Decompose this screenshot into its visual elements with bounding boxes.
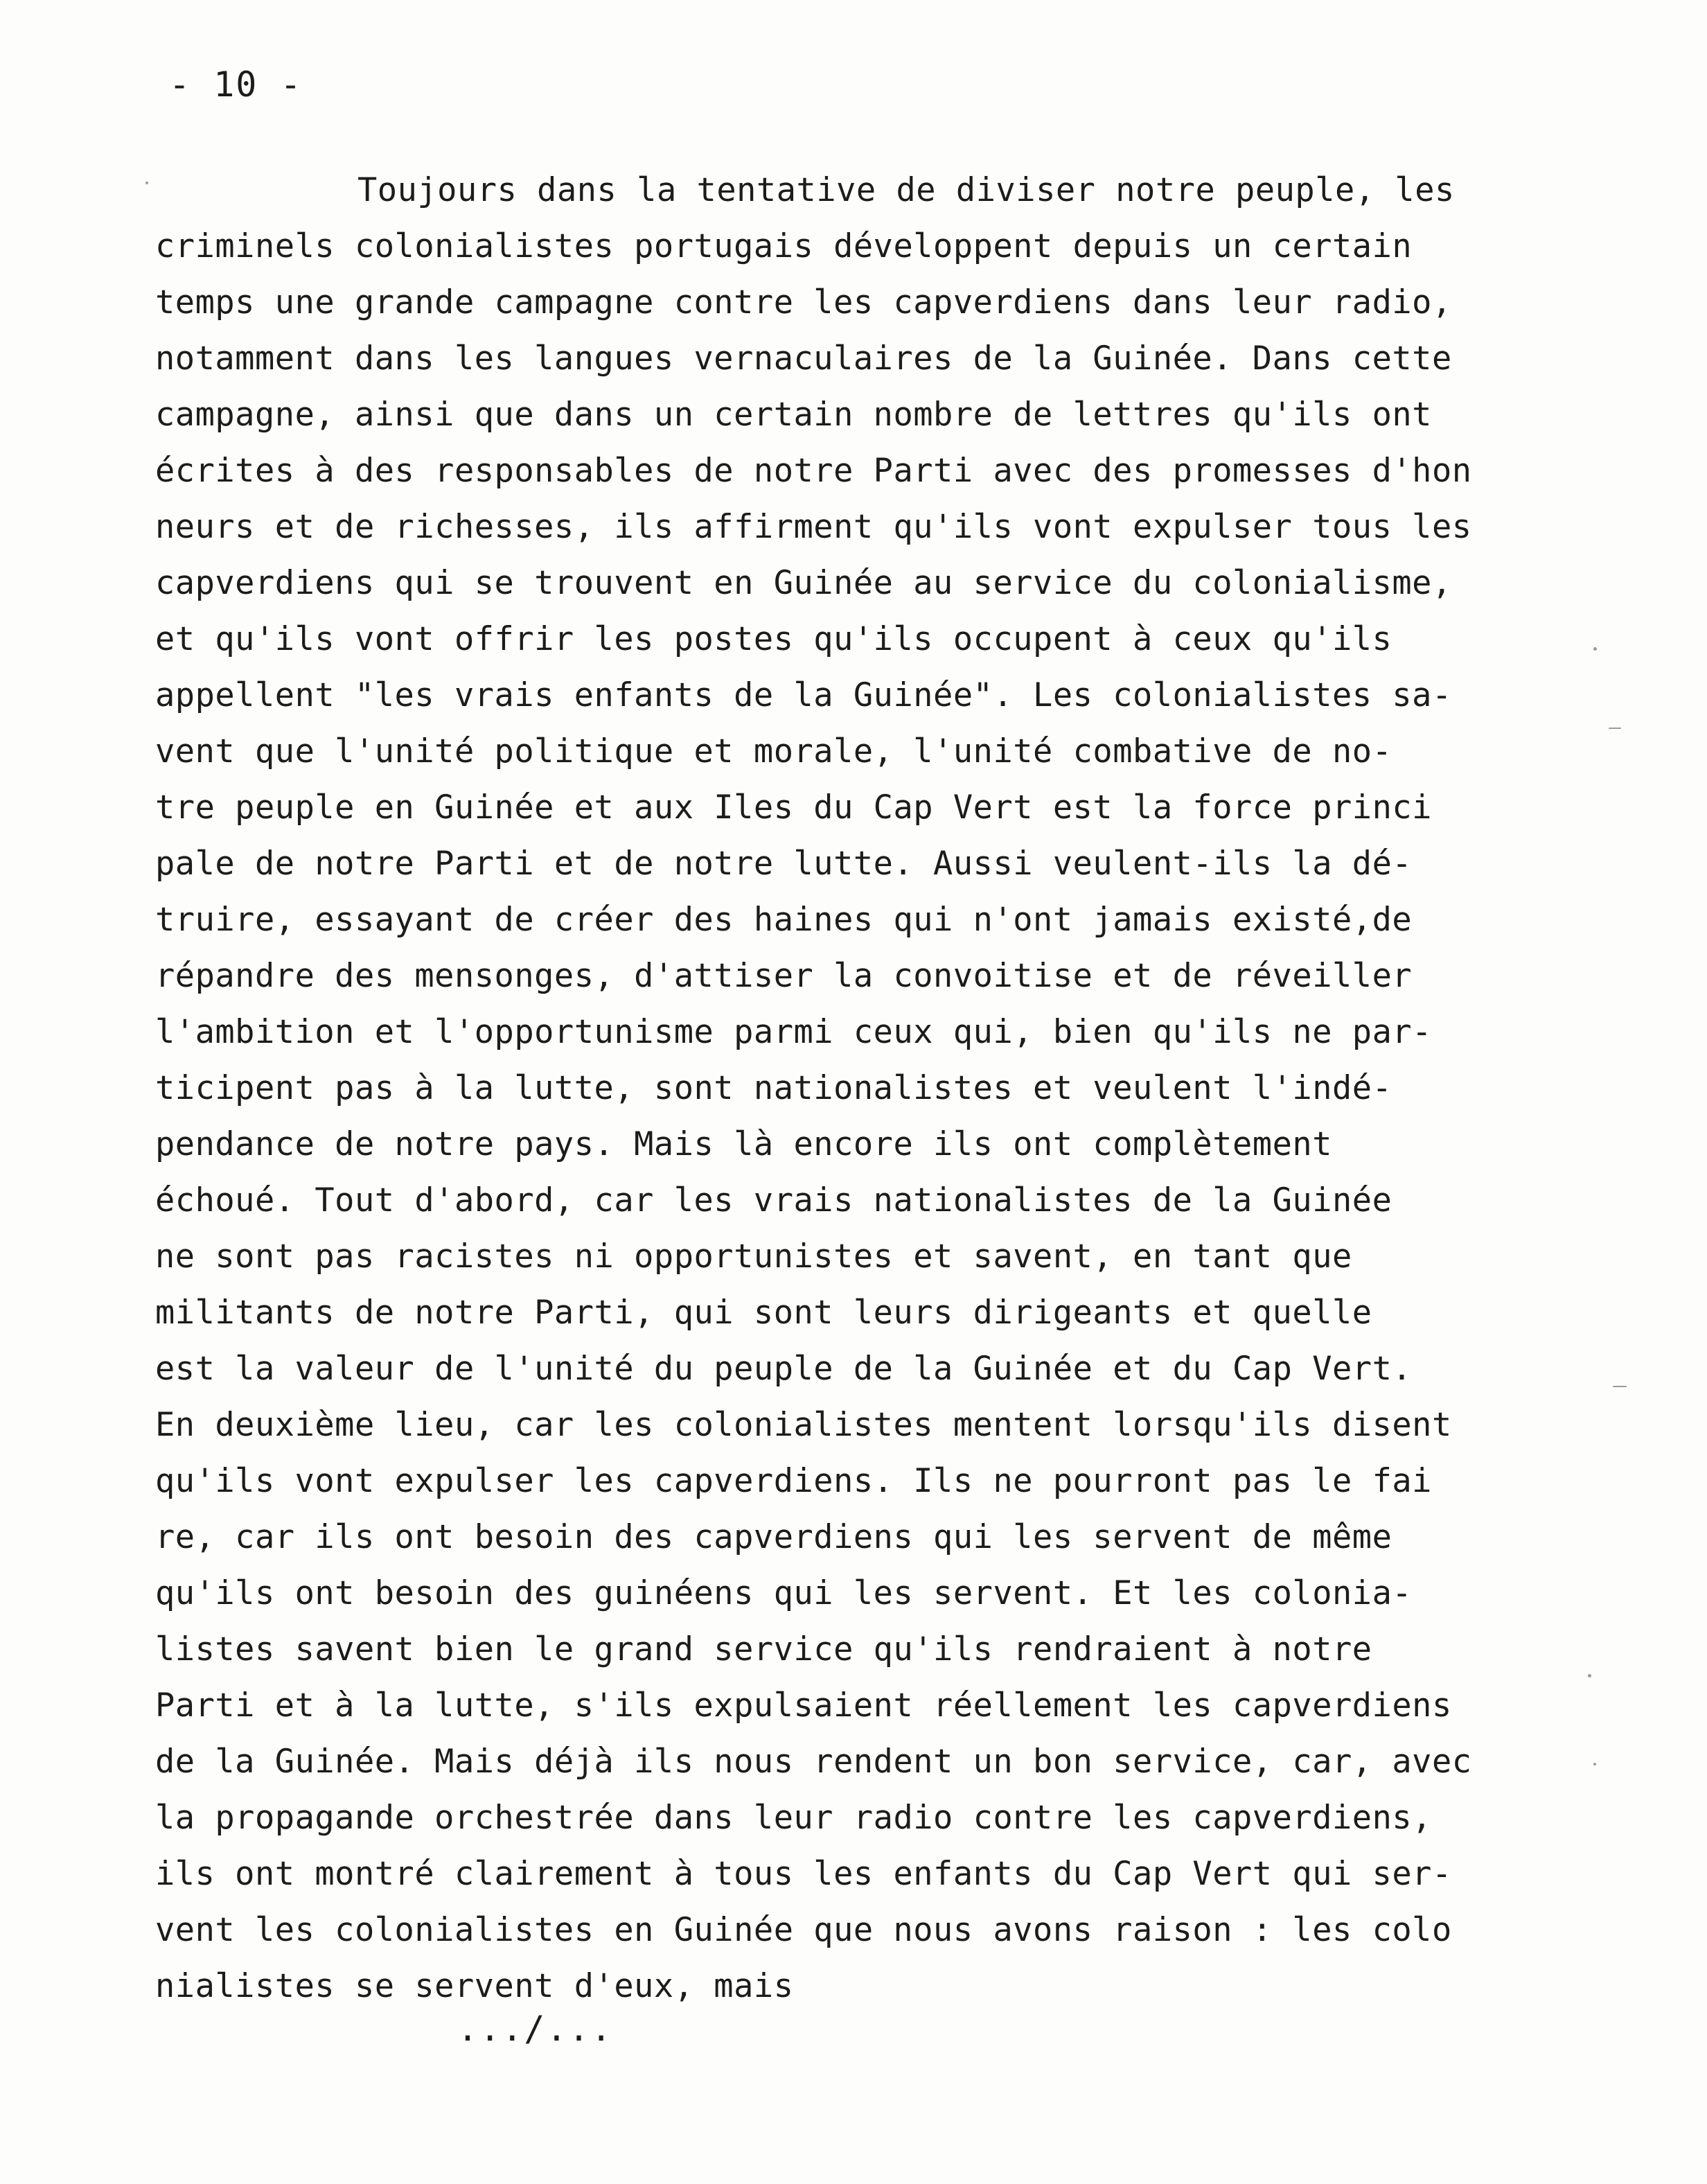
scan-speck	[1613, 1386, 1627, 1387]
text-line: campagne, ainsi que dans un certain nombre de lettres qu'ils ont	[155, 396, 1432, 434]
text-line: notamment dans les langues vernaculaires de la Guinée. Dans cette	[155, 340, 1452, 378]
text-line: Parti et à la lutte, s'ils expulsaient réellement les capverdiens	[155, 1687, 1452, 1725]
text-line: militants de notre Parti, qui sont leurs dirigeants et quelle	[155, 1294, 1372, 1332]
text-line: écrites à des responsables de notre Parti avec des promesses d'hon	[155, 452, 1472, 490]
text-line: neurs et de richesses, ils affirment qu'ils vont expulser tous les	[155, 508, 1472, 546]
page-number: - 10 -	[169, 64, 303, 105]
text-line: l'ambition et l'opportunisme parmi ceux qui, bien qu'ils ne par-	[155, 1013, 1432, 1051]
text-line: tre peuple en Guinée et aux Iles du Cap Vert est la force princi	[155, 789, 1432, 827]
text-line: de la Guinée. Mais déjà ils nous rendent un bon service, car, avec	[155, 1743, 1472, 1781]
text-line: est la valeur de l'unité du peuple de la Guinée et du Cap Vert.	[155, 1350, 1413, 1388]
text-line: vent que l'unité politique et morale, l'unité combative de no-	[155, 732, 1392, 770]
text-line: pale de notre Parti et de notre lutte. Aussi veulent-ils la dé-	[155, 845, 1413, 883]
text-line: qu'ils ont besoin des guinéens qui les servent. Et les colonia-	[155, 1574, 1413, 1612]
scan-speck	[1593, 647, 1597, 651]
continuation-mark: .../...	[457, 2009, 613, 2049]
scan-speck	[1609, 728, 1621, 729]
text-line: temps une grande campagne contre les capverdiens dans leur radio,	[155, 283, 1452, 322]
text-line: nialistes se servent d'eux, mais	[155, 1967, 794, 2005]
text-line: criminels colonialistes portugais développent depuis un certain	[155, 227, 1413, 265]
text-line: pendance de notre pays. Mais là encore ils ont complètement	[155, 1125, 1332, 1163]
text-line: capverdiens qui se trouvent en Guinée au service du colonialisme,	[155, 564, 1452, 602]
text-line: la propagande orchestrée dans leur radio contre les capverdiens,	[155, 1799, 1432, 1837]
scan-speck	[1588, 1674, 1591, 1677]
text-line: répandre des mensonges, d'attiser la convoitise et de réveiller	[155, 957, 1413, 995]
text-line: re, car ils ont besoin des capverdiens qui les servent de même	[155, 1518, 1392, 1556]
text-line: et qu'ils vont offrir les postes qu'ils occupent à ceux qu'ils	[155, 620, 1392, 658]
text-line: échoué. Tout d'abord, car les vrais nationalistes de la Guinée	[155, 1181, 1392, 1219]
text-line: ils ont montré clairement à tous les enfants du Cap Vert qui ser-	[155, 1855, 1452, 1893]
body-paragraph	[155, 162, 1541, 2014]
text-line: listes savent bien le grand service qu'ils rendraient à notre	[155, 1630, 1372, 1668]
text-line: vent les colonialistes en Guinée que nous avons raison : les colo	[155, 1911, 1452, 1949]
text-line: Toujours dans la tentative de diviser notre peuple, les	[357, 171, 1455, 209]
text-line: ne sont pas racistes ni opportunistes et savent, en tant que	[155, 1238, 1352, 1276]
text-line: En deuxième lieu, car les colonialistes mentent lorsqu'ils disent	[155, 1406, 1452, 1444]
text-line: appellent "les vrais enfants de la Guinée". Les colonialistes sa-	[155, 676, 1452, 714]
text-line: truire, essayant de créer des haines qui n'ont jamais existé,de	[155, 901, 1413, 939]
scan-speck	[145, 182, 148, 184]
text-line: ticipent pas à la lutte, sont nationalistes et veulent l'indé-	[155, 1069, 1392, 1107]
text-line: qu'ils vont expulser les capverdiens. Ils ne pourront pas le fai	[155, 1462, 1432, 1500]
scan-speck	[1593, 1763, 1596, 1765]
